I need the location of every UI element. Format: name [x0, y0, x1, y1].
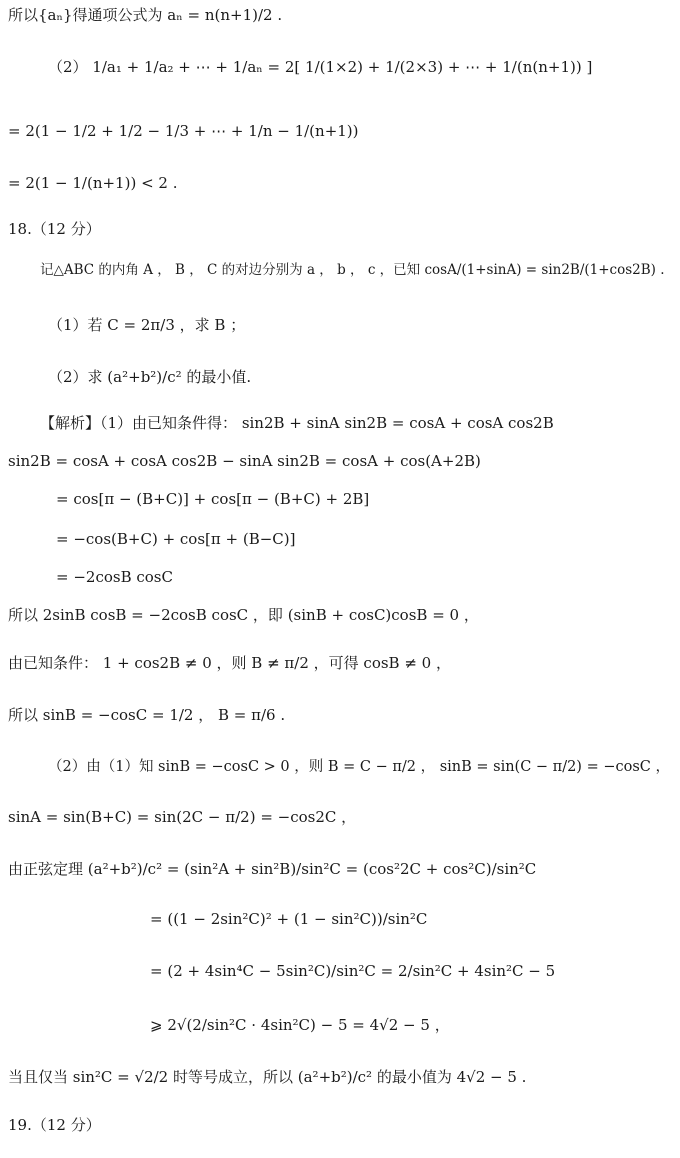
line-3: = 2(1 − 1/(n+1)) < 2 .	[8, 174, 178, 192]
line-0: 所以{aₙ}得通项公式为 aₙ = n(n+1)/2 .	[8, 6, 283, 24]
line-16: （2）由（1）知 sinB = −cosC > 0 ，则 B = C − π/2 ， sinB = sin(C − π/2) = −cosC ，	[48, 759, 670, 775]
line-13: 所以 2sinB cosB = −2cosB cosC ，即 (sinB + cosC)cosB = 0 ，	[8, 606, 479, 624]
line-6: （1）若 C = 2π/3 ，求 B ；	[48, 316, 246, 334]
line-2: = 2(1 − 1/2 + 1/2 − 1/3 + ⋯ + 1/n − 1/(n+1))	[8, 122, 359, 140]
line-9: sin2B = cosA + cosA cos2B − sinA sin2B = cosA + cos(A+2B)	[8, 452, 481, 470]
line-14: 由已知条件： 1 + cos2B ≠ 0 ，则 B ≠ π/2 ，可得 cosB ≠ 0 ，	[8, 654, 451, 672]
line-15: 所以 sinB = −cosC = 1/2 ， B = π/6 .	[8, 706, 286, 724]
line-19: = ((1 − 2sin²C)² + (1 − sin²C))/sin²C	[150, 910, 428, 928]
question-18-heading: 18.（12 分）	[8, 220, 101, 238]
line-18: 由正弦定理 (a²+b²)/c² = (sin²A + sin²B)/sin²C = (cos²2C + cos²C)/sin²C	[8, 860, 537, 878]
line-10: = cos[π − (B+C)] + cos[π − (B+C) + 2B]	[56, 490, 370, 508]
line-22: 当且仅当 sin²C = √2/2 时等号成立，所以 (a²+b²)/c² 的最小值为 4√2 − 5 .	[8, 1068, 527, 1086]
line-12: = −2cosB cosC	[56, 568, 173, 586]
line-20: = (2 + 4sin⁴C − 5sin²C)/sin²C = 2/sin²C + 4sin²C − 5	[150, 962, 556, 980]
line-17: sinA = sin(B+C) = sin(2C − π/2) = −cos2C ，	[8, 808, 357, 826]
line-11: = −cos(B+C) + cos[π + (B−C)]	[56, 530, 296, 548]
solution-heading: 【解析】（1）由已知条件得： sin2B + sinA sin2B = cosA + cosA cos2B	[40, 414, 554, 432]
line-21: ⩾ 2√(2/sin²C · 4sin²C) − 5 = 4√2 − 5 ，	[150, 1016, 450, 1034]
line-5: 记△ABC 的内角 A ， B ， C 的对边分别为 a ， b ， c ，已知 cosA/(1+sinA) = sin2B/(1+cos2B) .	[40, 262, 665, 278]
line-1: （2） 1/a₁ + 1/a₂ + ⋯ + 1/aₙ = 2[ 1/(1×2) + 1/(2×3) + ⋯ + 1/(n(n+1)) ]	[48, 58, 593, 76]
line-7: （2）求 (a²+b²)/c² 的最小值.	[48, 368, 252, 386]
question-19-heading: 19.（12 分）	[8, 1116, 101, 1134]
